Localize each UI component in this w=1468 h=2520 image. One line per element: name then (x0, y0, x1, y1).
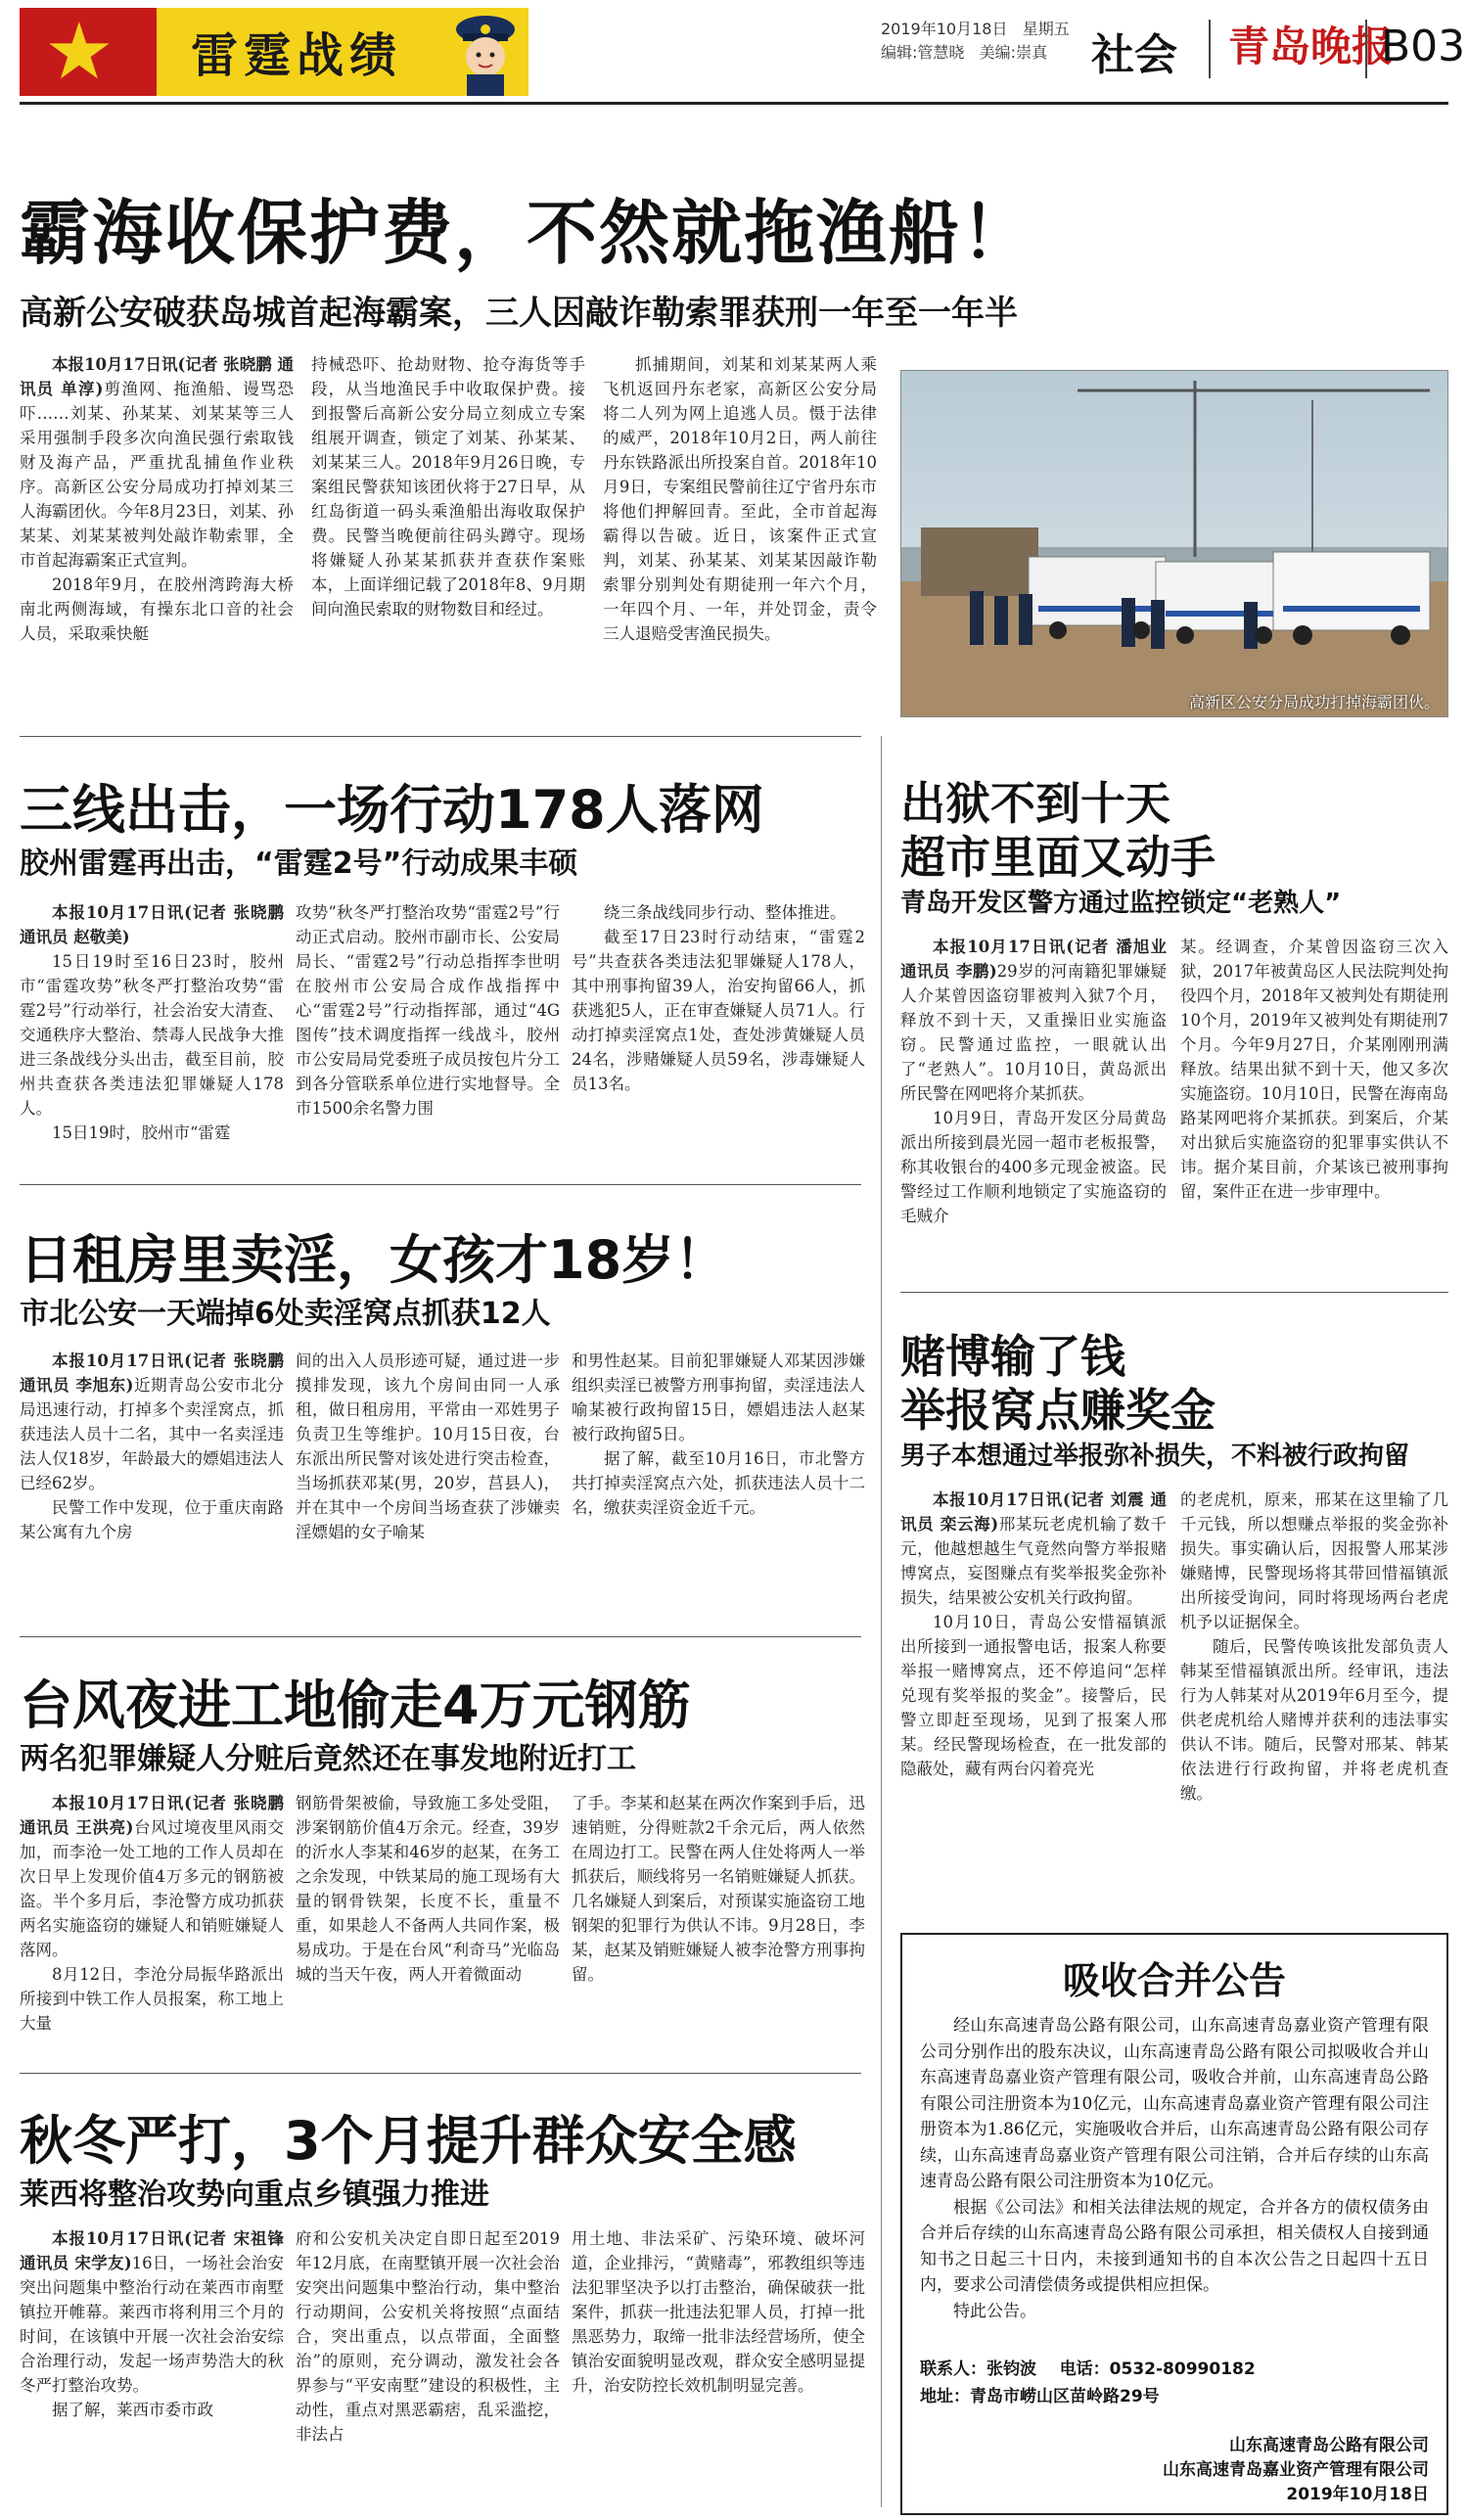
editor: 编辑:管慧晓 (881, 43, 965, 62)
lead-subhead: 高新公安破获岛城首起海霸案，三人因敲诈勒索罪获刑一年至一年半 (20, 294, 1018, 333)
story4-subhead: 两名犯罪嫌疑人分赃后竟然还在事发地附近打工 (20, 1742, 636, 1776)
story3-paragraph: 和男性赵某。目前犯罪嫌疑人邓某因涉嫌组织卖淫已被警方刑事拘留，卖淫违法人喻某被行政拘留15日，嫖娼违法人赵某被行政拘留5日。 (572, 1352, 865, 1443)
notice-title: 吸收合并公告 (1062, 1959, 1286, 2002)
star-icon: ★ (44, 8, 115, 96)
story4-column-3 (572, 1791, 865, 2089)
story7-subhead: 男子本想通过举报弥补损失，不料被行政拘留 (900, 1442, 1410, 1471)
notice-contact-person: 联系人：张钧波 (920, 2360, 1036, 2379)
story2-headline: 三线出击，一场行动178人落网 (20, 779, 764, 841)
story3-column-2 (296, 1349, 560, 1632)
story3-paragraph: 近期青岛公安市北分局迅速行动，打掉多个卖淫窝点，抓获违法人员十二名，其中一名卖淫违法人仅18岁，年龄最大的嫖娼违法人已经62岁。 (20, 1376, 284, 1492)
story7-headline-line1: 赌博输了钱 (900, 1330, 1125, 1383)
story6-paragraph: 29岁的河南籍犯罪嫌疑人介某曾因盗窃罪被判入狱7个月，释放不到十天，又重操旧业实施盗窃。民警通过监控，一眼就认出了“老熟人”。10月10日，黄岛派出所民警在网吧将介某抓获。 (900, 962, 1167, 1103)
divider (20, 2073, 861, 2074)
story7-paragraph: 10月10日，青岛公安惜福镇派出所接到一通报警电话，报案人称要举报一赌博窝点，还不停追问“怎样兑现有奖举报的奖金”。接警后，民警立即赶至现场，见到了报案人邢某。经民警现场检查，在一批发部的隐蔽处，藏有两台闪着亮光 (900, 1613, 1167, 1778)
story4-paragraph: 钢筋骨架被偷，导致施工多处受阻，涉案钢筋价值4万余元。经查，39岁的沂水人李某和46岁的赵某，在务工之余发现，中铁某局的施工现场有大量的钢骨铁架，长度不长，重量不重，如果趁人不备两人共同作案，极易成功。于是在台风“利奇马”光临岛城的当天午夜，两人开着微面动 (296, 1794, 560, 1984)
story3-column-3 (572, 1349, 865, 1632)
lead-headline: 霸海收保护费，不然就拖渔船！ (20, 192, 1034, 274)
story2-column-2 (296, 900, 560, 1174)
issue-date: 2019年10月18日 (881, 20, 1008, 38)
notice-date: 2019年10月18日 (1286, 2485, 1429, 2504)
story4-column-1 (20, 1791, 284, 2089)
divider (20, 1184, 861, 1185)
story4-paragraph: 8月12日，李沧分局振华路派出所接到中铁工作人员报案，称工地上大量 (20, 1965, 284, 2033)
paper-name: 青岛晚报 (1209, 20, 1393, 78)
notice-signer: 山东高速青岛公路有限公司 (1229, 2436, 1429, 2455)
story6-headline-line1: 出狱不到十天 (900, 777, 1170, 830)
lead-column-2 (311, 352, 585, 722)
lead-dateline: 本报10月17日讯(记者 张晓鹏 通讯员 单淳) (20, 355, 294, 398)
story6-paragraph: 某。经调查，介某曾因盗窃三次入狱，2017年被黄岛区人民法院判处拘役四个月，2018年又被判处有期徒刑10个月，2019年又被判处有期徒刑7个月。今年9月27日，介某刚刚刑满释放。结果出狱不到十天，他又多次实施盗窃。10月10日，民警在海南岛路某网吧将介某抓获。到案后，介某对出狱后实施盗窃的犯罪事实供认不讳。据介某目前，介某该已被刑事拘留，案件正在进一步审理中。 (1180, 938, 1448, 1201)
story4-headline: 台风夜进工地偷走4万元钢筋 (20, 1674, 691, 1736)
story6-dateline: 本报10月17日讯(记者 潘旭业 通讯员 李鹏) (900, 938, 1167, 981)
story7-dateline: 本报10月17日讯(记者 刘震 通讯员 栾云海) (900, 1490, 1167, 1534)
notice-closing: 特此公告。 (953, 2301, 1036, 2321)
star-block (20, 8, 157, 96)
story6-paragraph: 10月9日，青岛开发区分局黄岛派出所接到晨光园一超市老板报警，称其收银台的400多元现金被盗。民警经过工作顺利地锁定了实施盗窃的毛贼介 (900, 1109, 1167, 1225)
story2-subhead: 胶州雷霆再出击，“雷霆2号”行动成果丰硕 (20, 847, 578, 881)
notice-address: 地址：青岛市崂山区苗岭路29号 (920, 2387, 1160, 2406)
story5-dateline: 本报10月17日讯(记者 宋祖锋 通讯员 宋学友) (20, 2229, 284, 2272)
story7-column-2 (1180, 1488, 1448, 1918)
story5-subhead: 莱西将整治攻势向重点乡镇强力推进 (20, 2177, 489, 2212)
notice-paragraph: 经山东高速青岛公路有限公司，山东高速青岛嘉业资产管理有限公司分别作出的股东决议，山东高速青岛公路有限公司拟吸收合并山东高速青岛嘉业资产管理有限公司，吸收合并前，山东高速青岛公路有限公司注册资本为10亿元，山东高速青岛嘉业资产管理有限公司注册资本为1.86亿元，实施吸收合并后，山东高速青岛公路有限公司存续，山东高速青岛嘉业资产管理有限公司注销，合并后存续的山东高速青岛公路有限公司注册资本为10亿元。 (920, 2016, 1429, 2191)
story7-headline-line2: 举报窝点赚奖金 (900, 1384, 1216, 1437)
story4-paragraph: 台风过境夜里风雨交加，而李沧一处工地的工作人员却在次日早上发现价值4万多元的钢筋被盗。半个多月后，李沧警方成功抓获两名实施盗窃的嫌疑人和销赃嫌疑人落网。 (20, 1818, 284, 1959)
notice-phone: 电话：0532-80990182 (1059, 2360, 1256, 2379)
designer: 美编:崇真 (979, 43, 1048, 62)
story2-column-3 (572, 900, 865, 1174)
lead-column-1 (20, 352, 294, 722)
divider (900, 1292, 1448, 1293)
story3-paragraph: 民警工作中发现，位于重庆南路某公寓有九个房 (20, 1498, 284, 1541)
divider (20, 736, 861, 737)
lead-paragraph: 剪渔网、拖渔船、谩骂恐吓……刘某、孙某某、刘某某等三人采用强制手段多次向渔民强行索取钱财及海产品，严重扰乱捕鱼作业秩序。高新区公安分局成功打掉刘某三人海霸团伙。今年8月23日，刘某、孙某某、刘某某被判处敲诈勒索罪，全市首起海霸案正式宣判。 (20, 380, 294, 570)
lead-paragraph: 2018年9月，在胶州湾跨海大桥南北两侧海域，有操东北口音的社会人员，采取乘快艇 (20, 575, 294, 643)
police-vehicles-photo (901, 371, 1448, 717)
issue-weekday: 星期五 (1022, 20, 1070, 38)
notice-signer: 山东高速青岛嘉业资产管理有限公司 (1163, 2460, 1429, 2480)
story6-subhead: 青岛开发区警方通过监控锁定“老熟人” (900, 889, 1342, 918)
story2-paragraph: 攻势”秋冬严打整治攻势“雷霆2号”行动正式启动。胶州市副市长、公安局局长、“雷霆2号”行动总指挥李世明在胶州市公安局合成作战指挥中心“雷霆2号”行动指挥部，通过“4G图传”技术调度指挥一线战斗，胶州市公安局局党委班子成员按包片分工到各分管联系单位进行实地督导。全市1500余名警力围 (296, 903, 560, 1118)
police-mascot-icon (445, 8, 526, 96)
notice-contact (920, 2356, 1256, 2410)
lead-paragraph: 抓捕期间，刘某和刘某某两人乘飞机返回丹东老家，高新区公安分局将二人列为网上追逃人员。慑于法律的威严，2018年10月2日，两人前往丹东铁路派出所投案自首。2018年10月9日，专案组民警前往辽宁省丹东市将他们押解回青。至此，全市首起海霸得以告破。近日，该案件正式宣判，刘某、孙某某、刘某某因敲诈勒索罪分别判处有期徒刑一年六个月，一年四个月、一年，并处罚金，责令三人退赔受害渔民损失。 (603, 355, 877, 643)
story5-paragraph: 府和公安机关决定自即日起至2019年12月底，在南墅镇开展一次社会治安突出问题集中整治行动，集中整治行动期间，公安机关将按照“点面结合，突出重点，以点带面，全面整治”的原则，充分调动，激发社会各界参与“平安南墅”建设的积极性，主动性，重点对黑恶霸痞，乱采滥挖，非法占 (296, 2229, 560, 2444)
story5-paragraph: 16日，一场社会治安突出问题集中整治行动在莱西市南墅镇拉开帷幕。莱西市将利用三个月的时间，在该镇中开展一次社会治安综合治理行动，发起一场声势浩大的秋冬严打整治攻势。 (20, 2254, 284, 2395)
story7-paragraph: 邢某玩老虎机输了数千元，他越想越生气竟然向警方举报赌博窝点，妄图赚点有奖举报奖金弥补损失，结果被公安机关行政拘留。 (900, 1515, 1167, 1607)
story4-column-2 (296, 1791, 560, 2089)
story2-paragraph: 15日19时至16日23时，胶州市“雷霆攻势”秋冬严打整治攻势“雷霆2号”行动举行，社会治安大清查、交通秩序大整治、禁毒人民战争大推进三条战线分头出击，截至目前，胶州共查获各类违法犯罪嫌疑人178人。 (20, 952, 284, 1118)
story5-column-2 (296, 2226, 560, 2510)
story2-paragraph: 截至17日23时行动结束，“雷霆2号”共查获各类违法犯罪嫌疑人178人，其中刑事拘留39人，治安拘留66人，抓获逃犯5人，正在审查嫌疑人员71人。行动打掉卖淫窝点1处，查处涉黄嫌疑人员24名，涉赌嫌疑人员59名，涉毒嫌疑人员13名。 (572, 928, 865, 1093)
photo-caption: 高新区公安分局成功打掉海霸团伙。 (1188, 693, 1440, 711)
story4-paragraph: 了手。李某和赵某在两次作案到手后，迅速销赃，分得赃款2千余元后，两人依然在周边打工。民警在两人住处将两人一举抓获后，顺线将另一名销赃嫌疑人抓获。几名嫌疑人到案后，对预谋实施盗窃工地钢架的犯罪行为供认不讳。9月28日，李某，赵某及销赃嫌疑人被李沧警方刑事拘留。 (572, 1794, 865, 1984)
merger-notice (900, 1933, 1448, 2515)
story2-paragraph: 15日19时，胶州市“雷霆 (52, 1123, 231, 1142)
section-name: 社会 (1091, 30, 1177, 80)
story6-headline-line2: 超市里面又动手 (900, 831, 1216, 884)
story5-paragraph: 用土地、非法采矿、污染环境、破坏河道，企业排污，“黄赌毒”，邪教组织等违法犯罪坚决予以打击整治，确保破获一批案件，抓获一批违法犯罪人员，打掉一批黑恶势力，取缔一批非法经营场所，使全镇治安面貌明显改观，群众安全感明显提升，治安防控长效机制明显完善。 (572, 2229, 865, 2395)
story7-paragraph: 的老虎机，原来，邢某在这里输了几千元钱，所以想赚点举报的奖金弥补损失。事实确认后，因报警人邢某涉嫌赌博，民警现场将其带回惜福镇派出所接受询问，同时将现场两台老虎机予以证据保全。 (1180, 1490, 1448, 1631)
story2-column-1 (20, 900, 284, 1174)
story3-headline: 日租房里卖淫，女孩才18岁！ (20, 1229, 728, 1291)
section-banner (20, 8, 528, 96)
notice-signature (1163, 2434, 1429, 2507)
story2-dateline: 本报10月17日讯(记者 张晓鹏 通讯员 赵敬美) (20, 903, 284, 946)
banner-title: 雷霆战绩 (191, 28, 403, 83)
story5-column-3 (572, 2226, 865, 2510)
top-rule (20, 102, 1448, 105)
lead-photo (900, 370, 1448, 717)
page-number: B03 (1365, 20, 1465, 78)
story3-column-1 (20, 1349, 284, 1632)
story3-dateline: 本报10月17日讯(记者 张晓鹏 通讯员 李旭东) (20, 1352, 284, 1395)
lead-column-3 (603, 352, 877, 722)
story5-paragraph: 据了解，莱西市委市政 (52, 2401, 213, 2419)
story6-column-1 (900, 935, 1167, 1272)
story4-dateline: 本报10月17日讯(记者 张晓鹏 通讯员 王洪亮) (20, 1794, 284, 1837)
notice-body (920, 2013, 1429, 2324)
story3-subhead: 市北公安一天端掉6处卖淫窝点抓获12人 (20, 1297, 551, 1331)
story5-headline: 秋冬严打，3个月提升群众安全感 (20, 2110, 797, 2172)
story7-paragraph: 随后，民警传唤该批发部负责人韩某至惜福镇派出所。经审讯，违法行为人韩某对从2019年6月至今，提供老虎机给人赌博并获利的违法事实供认不讳。随后，民警对邢某、韩某依法进行行政拘留，并将老虎机查缴。 (1180, 1637, 1448, 1803)
lead-paragraph: 持械恐吓、抢劫财物、抢夺海货等手段，从当地渔民手中收取保护费。接到报警后高新公安分局立刻成立专案组展开调查，锁定了刘某、孙某某、刘某某三人。2018年9月26日晚，专案组民警获知该团伙将于27日早，从红岛街道一码头乘渔船出海收取保护费。民警当晚便前往码头蹲守。现场将嫌疑人孙某某抓获并查获作案账本，上面详细记载了2018年8、9月期间向渔民索取的财物数目和经过。 (311, 355, 585, 619)
story6-column-2 (1180, 935, 1448, 1272)
notice-paragraph: 根据《公司法》和相关法律法规的规定，合并各方的债权债务由合并后存续的山东高速青岛公路有限公司承担，相关债权人自接到通知书之日起三十日内，未接到通知书的自本次公告之日起四十五日内，要求公司清偿债务或提供相应担保。 (920, 2197, 1429, 2295)
story5-column-1 (20, 2226, 284, 2510)
story3-paragraph: 据了解，截至10月16日，市北警方共打掉卖淫窝点六处，抓获违法人员十二名，缴获卖淫资金近千元。 (572, 1449, 865, 1517)
story2-paragraph: 绕三条战线同步行动、整体推进。 (604, 903, 847, 922)
column-divider (881, 736, 882, 2507)
divider (20, 1636, 861, 1637)
story3-paragraph: 间的出入人员形迹可疑，通过进一步摸排发现，该九个房间由同一人承租，做日租房用，平常由一邓姓男子负责卫生等维护。10月15日夜，台东派出所民警对该处进行突击检查，当场抓获邓某(男，20岁，莒县人)，并在其中一个房间当场查获了涉嫌卖淫嫖娼的女子喻某 (296, 1352, 560, 1541)
story7-column-1 (900, 1488, 1167, 1918)
issue-info (881, 18, 1070, 65)
masthead (20, 8, 1466, 96)
